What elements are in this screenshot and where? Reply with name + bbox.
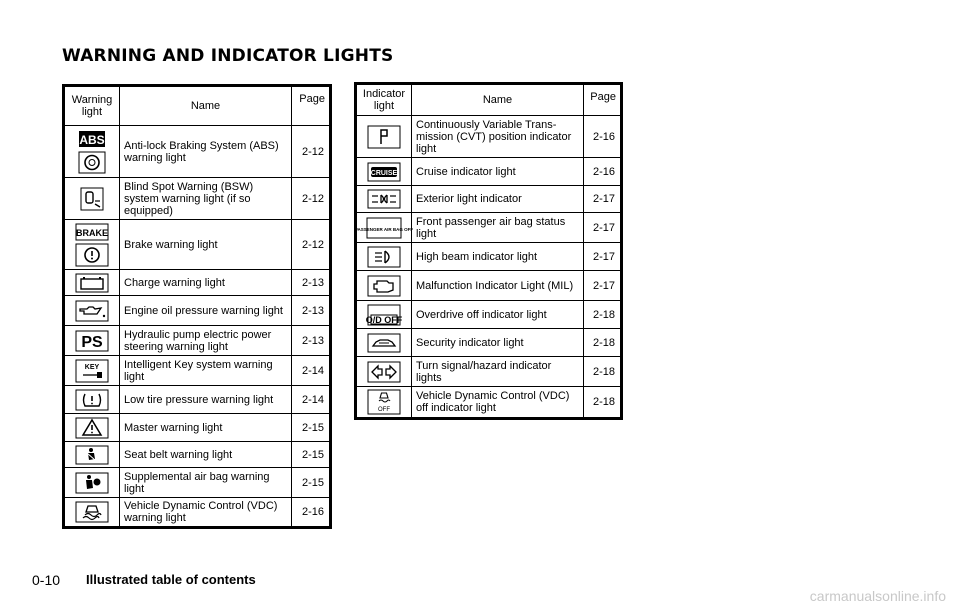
row-name: Low tire pressure warning light bbox=[120, 386, 292, 414]
cruise-icon-label: CRUISE bbox=[370, 169, 398, 177]
row-name: Cruise indicator light bbox=[412, 158, 584, 186]
row-name: Anti-lock Braking System (ABS) warning light bbox=[120, 126, 292, 178]
table-row bbox=[356, 158, 622, 186]
row-page: 2-14 bbox=[292, 386, 331, 414]
power-steering-icon bbox=[64, 326, 120, 356]
row-page: 2-18 bbox=[584, 329, 622, 357]
row-page: 2-15 bbox=[292, 468, 331, 498]
table-row bbox=[64, 442, 331, 468]
row-page: 2-18 bbox=[584, 301, 622, 329]
row-name: Hydraulic pump electric power steering warning light bbox=[120, 326, 292, 356]
row-page: 2-16 bbox=[292, 498, 331, 528]
row-name: Charge warning light bbox=[120, 270, 292, 296]
table-row bbox=[356, 357, 622, 387]
row-page: 2-12 bbox=[292, 126, 331, 178]
row-name: Vehicle Dynamic Control (VDC) warning light bbox=[120, 498, 292, 528]
indicator-lights-table bbox=[354, 82, 623, 420]
watermark: carmanualsonline.info bbox=[809, 588, 946, 604]
row-page: 2-17 bbox=[584, 186, 622, 213]
table-row bbox=[64, 356, 331, 386]
oil-can-icon bbox=[64, 296, 120, 326]
airbag-icon bbox=[64, 468, 120, 498]
column-header-page: Page bbox=[292, 86, 331, 126]
table-row bbox=[356, 329, 622, 357]
table-row bbox=[64, 126, 331, 178]
passenger-airbag-label: PASSENGER AIR BAG OFF bbox=[354, 226, 414, 232]
row-name: Security indicator light bbox=[412, 329, 584, 357]
row-page: 2-16 bbox=[584, 116, 622, 158]
engine-icon bbox=[356, 271, 412, 301]
row-name: Brake warning light bbox=[120, 220, 292, 270]
table-row bbox=[64, 296, 331, 326]
table-header-row bbox=[356, 84, 622, 116]
vdc-off-icon bbox=[356, 387, 412, 419]
page-title: WARNING AND INDICATOR LIGHTS bbox=[62, 46, 394, 66]
row-name: Malfunction Indicator Light (MIL) bbox=[412, 271, 584, 301]
row-name: Master warning light bbox=[120, 414, 292, 442]
row-page: 2-17 bbox=[584, 213, 622, 243]
master-warning-icon bbox=[64, 414, 120, 442]
exterior-light-icon bbox=[356, 186, 412, 213]
row-name: Seat belt warning light bbox=[120, 442, 292, 468]
row-page: 2-13 bbox=[292, 296, 331, 326]
turn-signal-icon bbox=[356, 357, 412, 387]
row-name: Exterior light indicator bbox=[412, 186, 584, 213]
vdc-off-label: OFF bbox=[378, 407, 390, 413]
row-name: Vehicle Dynamic Control (VDC) off indicator light bbox=[412, 387, 584, 419]
row-page: 2-17 bbox=[584, 271, 622, 301]
row-page: 2-18 bbox=[584, 387, 622, 419]
row-name: Overdrive off indicator light bbox=[412, 301, 584, 329]
cvt-position-icon bbox=[356, 116, 412, 158]
brake-icon-label: BRAKE bbox=[75, 227, 109, 238]
blind-spot-icon bbox=[64, 178, 120, 220]
row-page: 2-12 bbox=[292, 220, 331, 270]
row-name: Turn signal/hazard indicator lights bbox=[412, 357, 584, 387]
high-beam-icon bbox=[356, 243, 412, 271]
security-icon bbox=[356, 329, 412, 357]
footer-section-title: Illustrated table of contents bbox=[86, 572, 256, 587]
abs-icon bbox=[64, 126, 120, 178]
table-row bbox=[356, 387, 622, 419]
table-row bbox=[64, 414, 331, 442]
vdc-icon bbox=[64, 498, 120, 528]
table-row bbox=[64, 178, 331, 220]
row-name: Continuously Variable Trans-mission (CVT) position indicator light bbox=[412, 116, 584, 158]
battery-icon bbox=[64, 270, 120, 296]
row-name: Intelligent Key system warning light bbox=[120, 356, 292, 386]
column-header-page: Page bbox=[584, 84, 622, 116]
row-name: Front passenger air bag status light bbox=[412, 213, 584, 243]
key-icon bbox=[64, 356, 120, 386]
footer-page-number: 0-10 bbox=[32, 572, 61, 588]
seat-belt-icon bbox=[64, 442, 120, 468]
row-name: High beam indicator light bbox=[412, 243, 584, 271]
tire-pressure-icon bbox=[64, 386, 120, 414]
table-row bbox=[356, 186, 622, 213]
table-row bbox=[356, 271, 622, 301]
table-row bbox=[356, 301, 622, 329]
key-icon-label: KEY bbox=[84, 363, 100, 371]
row-page: 2-13 bbox=[292, 270, 331, 296]
row-page: 2-17 bbox=[584, 243, 622, 271]
row-name: Blind Spot Warning (BSW) system warning light (if so equipped) bbox=[120, 178, 292, 220]
ps-icon-label: PS bbox=[81, 333, 103, 351]
column-header-icon: Warning light bbox=[64, 86, 120, 126]
abs-icon-label: ABS bbox=[79, 132, 105, 147]
table-row bbox=[64, 498, 331, 528]
table-header-row bbox=[64, 86, 331, 126]
row-page: 2-18 bbox=[584, 357, 622, 387]
row-page: 2-12 bbox=[292, 178, 331, 220]
table-row bbox=[356, 213, 622, 243]
row-page: 2-15 bbox=[292, 442, 331, 468]
table-row bbox=[64, 220, 331, 270]
table-row bbox=[64, 270, 331, 296]
row-name: Engine oil pressure warning light bbox=[120, 296, 292, 326]
cruise-icon bbox=[356, 158, 412, 186]
table-row bbox=[64, 386, 331, 414]
overdrive-off-label: O/D OFF bbox=[365, 314, 403, 325]
row-page: 2-16 bbox=[584, 158, 622, 186]
brake-icon bbox=[64, 220, 120, 270]
table-row bbox=[356, 116, 622, 158]
passenger-airbag-icon bbox=[356, 213, 412, 243]
overdrive-off-icon bbox=[356, 301, 412, 329]
row-page: 2-14 bbox=[292, 356, 331, 386]
table-row bbox=[64, 326, 331, 356]
table-row bbox=[356, 243, 622, 271]
row-page: 2-15 bbox=[292, 414, 331, 442]
column-header-name: Name bbox=[412, 84, 584, 116]
table-row bbox=[64, 468, 331, 498]
column-header-name: Name bbox=[120, 86, 292, 126]
column-header-icon: Indicator light bbox=[356, 84, 412, 116]
row-page: 2-13 bbox=[292, 326, 331, 356]
warning-lights-table bbox=[62, 84, 332, 529]
row-name: Supplemental air bag warning light bbox=[120, 468, 292, 498]
